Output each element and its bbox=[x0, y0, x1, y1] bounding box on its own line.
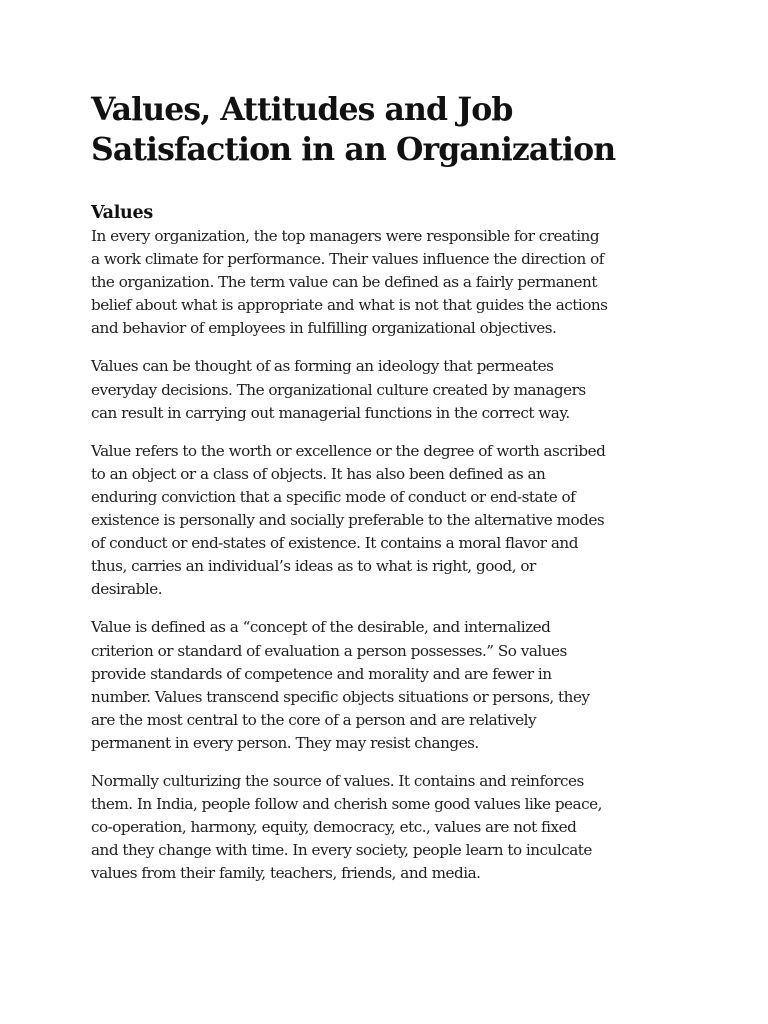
paragraph-line: are the most central to the core of a person and are relatively bbox=[91, 710, 537, 729]
paragraph-line: a work climate for performance. Their values influence the direction of bbox=[91, 250, 604, 269]
paragraph-line: values from their family, teachers, friends, and media. bbox=[91, 864, 481, 883]
paragraph-line: Normally culturizing the source of values. It contains and reinforces bbox=[91, 771, 584, 790]
paragraph-line: them. In India, people follow and cherish some good values like peace, bbox=[91, 795, 602, 814]
document-title bbox=[91, 90, 691, 170]
paragraph-line: everyday decisions. The organizational culture created by managers bbox=[91, 380, 586, 399]
body-paragraph bbox=[91, 770, 691, 885]
body-paragraph bbox=[91, 440, 691, 602]
paragraph-line: thus, carries an individual’s ideas as to what is right, good, or bbox=[91, 557, 536, 576]
paragraph-line: can result in carrying out managerial functions in the correct way. bbox=[91, 403, 570, 422]
paragraph-line: belief about what is appropriate and what is not that guides the actions bbox=[91, 296, 608, 315]
paragraph-line: Value refers to the worth or excellence or the degree of worth ascribed bbox=[91, 441, 606, 460]
paragraph-line: enduring conviction that a specific mode of conduct or end-state of bbox=[91, 487, 576, 506]
paragraph-line: desirable. bbox=[91, 580, 163, 599]
paragraph-line: and they change with time. In every society, people learn to inculcate bbox=[91, 841, 592, 860]
body-paragraph bbox=[91, 616, 691, 755]
document-title-line: Values, Attitudes and Job bbox=[91, 91, 513, 128]
paragraph-line: Values can be thought of as forming an ideology that permeates bbox=[91, 357, 554, 376]
document-body bbox=[91, 90, 691, 900]
body-paragraph bbox=[91, 355, 691, 424]
paragraph-list bbox=[91, 225, 691, 885]
paragraph-line: and behavior of employees in fulfilling organizational objectives. bbox=[91, 319, 557, 338]
paragraph-line: criterion or standard of evaluation a person possesses.” So values bbox=[91, 641, 567, 660]
paragraph-line: existence is personally and socially preferable to the alternative modes bbox=[91, 511, 605, 530]
paragraph-line: of conduct or end-states of existence. It contains a moral flavor and bbox=[91, 534, 578, 553]
document-title-line: Satisfaction in an Organization bbox=[91, 131, 616, 168]
paragraph-line: co-operation, harmony, equity, democracy, etc., values are not fixed bbox=[91, 818, 577, 837]
paragraph-line: permanent in every person. They may resist changes. bbox=[91, 733, 479, 752]
section-heading-values: Values bbox=[91, 203, 153, 223]
paragraph-line: to an object or a class of objects. It has also been defined as an bbox=[91, 464, 546, 483]
paragraph-line: Value is defined as a “concept of the desirable, and internalized bbox=[91, 618, 551, 637]
paragraph-line: the organization. The term value can be defined as a fairly permanent bbox=[91, 273, 597, 292]
body-paragraph bbox=[91, 225, 691, 340]
paragraph-line: provide standards of competence and morality and are fewer in bbox=[91, 664, 552, 683]
paragraph-line: In every organization, the top managers were responsible for creating bbox=[91, 227, 600, 245]
paragraph-line: number. Values transcend specific objects situations or persons, they bbox=[91, 687, 590, 706]
